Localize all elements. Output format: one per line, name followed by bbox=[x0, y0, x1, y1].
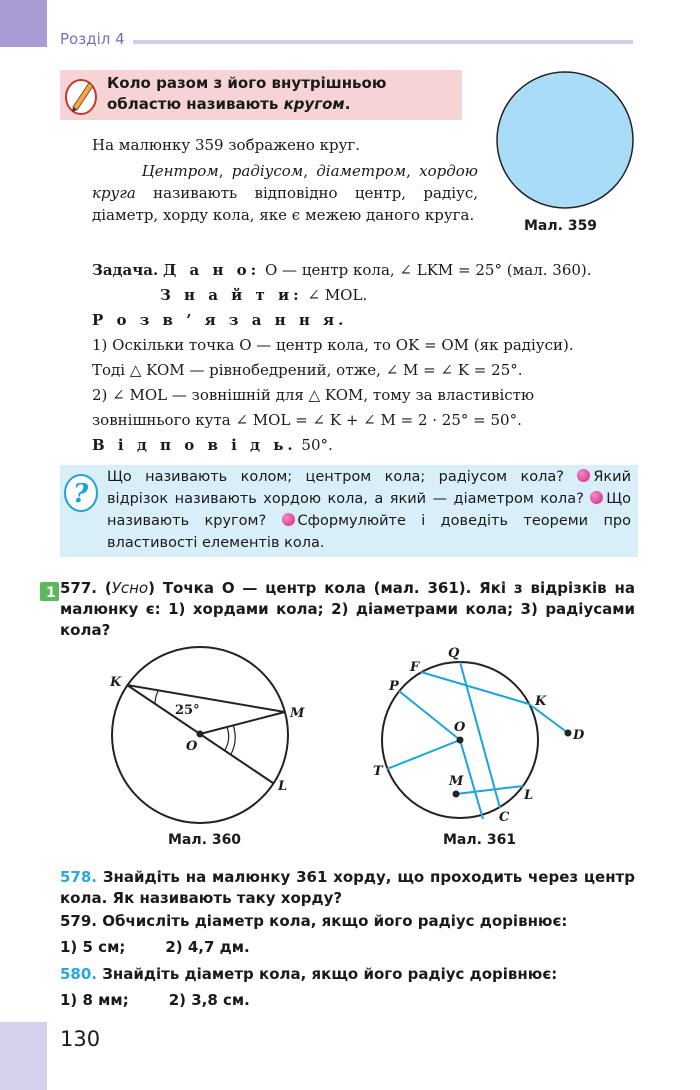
exercise-579: 579. Обчисліть діаметр кола, якщо його радіус дорівнює: bbox=[60, 912, 568, 930]
fig361-label-T: T bbox=[373, 764, 383, 779]
exercise-580: 580. Знайдіть діаметр кола, якщо його радіус дорівнює: bbox=[60, 965, 558, 983]
page-number: 130 bbox=[60, 1027, 101, 1051]
intro-paragraph: На малюнку 359 зображено круг. bbox=[92, 136, 361, 154]
exercise-577: 577. (Усно) Точка O — центр кола (мал. 361). Які з відрізків на малюнку є: 1) хордами кола; 2) діаметрами кола; 3) радіусами кола? bbox=[60, 579, 635, 639]
fig361-label-F: F bbox=[410, 660, 420, 675]
exercise-578: 578. Знайдіть на малюнку 361 хорду, що проходить через центр кола. Як називають таку хорду? bbox=[60, 868, 635, 907]
svg-text:?: ? bbox=[73, 479, 89, 509]
fig360-label-M: M bbox=[290, 706, 305, 721]
figure-359-disk bbox=[495, 70, 635, 210]
questions-text: Що називають колом; центром кола; радіусом кола? Який відрізок називають хордою кола, а який — діаметром кола? Що називають кругом? Сформулюйте і доведіть теореми про властивості елементів кола. bbox=[107, 469, 632, 551]
fig360-label-L: L bbox=[278, 779, 288, 794]
fig360-angle-label: 25° bbox=[175, 703, 200, 718]
figure-360 bbox=[100, 640, 330, 830]
fig361-label-O: O bbox=[454, 720, 466, 735]
center-paragraph: Центром, радіусом, діаметром, хордою круга називають відповідно центр, радіус, діаметр, хорду кола, яке є межею даного круга. bbox=[92, 162, 479, 224]
task-block: Задача. Д а н о: O — центр кола, ∠ LKM = 25° (мал. 360). З н а й т и: ∠ MOL. Р о з в ’ я з а н н я. 1) Оскільки точка O — центр кола, то OK = OM (як радіуси). Тоді △ KOM — рівнобедрений, отже, ∠ M = ∠ K = 25°. 2) ∠ MOL — зовнішній для △ KOM, тому за властивістю зовнішнього кута ∠ MOL = ∠ K + ∠ M = 2 · 25° = 50°. В і д п о в і д ь. 50°. bbox=[92, 261, 592, 454]
fig361-label-Q: Q bbox=[448, 646, 460, 661]
fig361-label-P: P bbox=[389, 679, 399, 694]
bullet-icon bbox=[577, 469, 590, 482]
exercise-level-icon bbox=[40, 582, 59, 601]
fig361-label-K: K bbox=[535, 694, 547, 709]
corner-tab-bottom bbox=[0, 1022, 47, 1090]
figure-359-caption: Мал. 359 bbox=[524, 218, 598, 234]
definition-term: кругом bbox=[283, 95, 345, 113]
bullet-icon bbox=[590, 491, 603, 504]
exercise-580-answers: 1) 8 мм; 2) 3,8 см. bbox=[60, 991, 250, 1009]
exercise-579-answers: 1) 5 см; 2) 4,7 дм. bbox=[60, 938, 250, 956]
bullet-icon bbox=[282, 513, 295, 526]
definition-text: Коло разом з його внутрішньою областю називають кругом. bbox=[107, 74, 387, 113]
fig360-label-K: K bbox=[110, 675, 122, 690]
header-rule bbox=[133, 40, 633, 44]
fig361-label-D: D bbox=[573, 728, 585, 743]
figure-361-caption: Мал. 361 bbox=[443, 832, 517, 848]
fig360-label-O: O bbox=[186, 739, 198, 754]
svg-text:1: 1 bbox=[46, 585, 56, 601]
fig361-label-C: C bbox=[499, 810, 510, 825]
pencil-note-icon bbox=[63, 73, 103, 117]
question-mark-icon bbox=[62, 470, 102, 514]
figure-361 bbox=[360, 640, 600, 830]
fig361-label-M: M bbox=[449, 774, 464, 789]
figure-360-caption: Мал. 360 bbox=[168, 832, 242, 848]
fig361-label-L: L bbox=[524, 788, 534, 803]
section-label: Розділ 4 bbox=[60, 30, 125, 48]
corner-tab-top bbox=[0, 0, 47, 47]
